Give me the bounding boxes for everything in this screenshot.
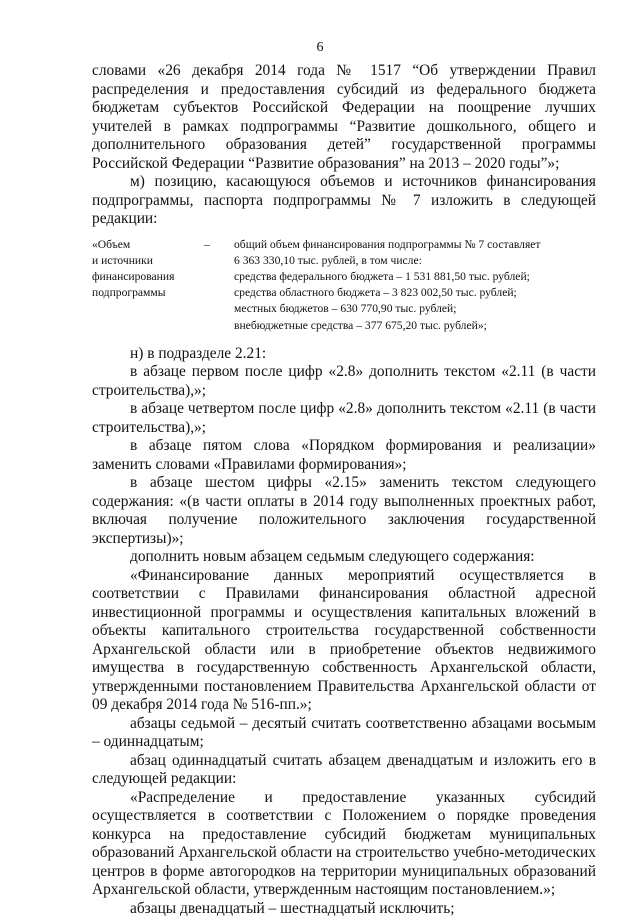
paragraph: абзацы двенадцатый – шестнадцатый исключить;	[130, 899, 455, 917]
value-line: 6 363 330,10 тыс. рублей, в том числе:	[234, 253, 422, 267]
paragraph: н) в подразделе 2.21:	[130, 344, 267, 362]
value-line: средства областного бюджета – 3 823 002,50 тыс. рублей;	[234, 286, 517, 300]
paragraph: «Распределение и предоставление указанных субсидий осуществляется в соответствии с Положением о порядке проведения конкурса на предоставление субсидий бюджетам муниципальных образований Архангельской области на строительство учебно-методических центров в форме автогородков на территории муниципальных образований Архангельской области, утвержденным настоящим постановлением.»;	[92, 788, 596, 899]
paragraph: в абзаце первом после цифр «2.8» дополнить текстом «2.11 (в части строительства),»;	[92, 363, 596, 399]
funding-table-dash: –	[204, 237, 210, 251]
funding-table-label	[92, 237, 204, 334]
page-number: 6	[316, 40, 324, 55]
label-line: и источники	[92, 253, 153, 267]
document-body	[92, 62, 596, 918]
value-line: внебюджетные средства – 377 675,20 тыс. рублей»;	[234, 318, 487, 332]
label-line: финансирования	[92, 269, 175, 283]
paragraph: в абзаце четвертом после цифр «2.8» дополнить текстом «2.11 (в части строительства),»;	[92, 400, 596, 436]
paragraph: абзац одиннадцатый считать абзацем двенадцатым и изложить его в следующей редакции:	[92, 751, 596, 788]
funding-table	[92, 237, 596, 334]
paragraph: словами «26 декабря 2014 года № 1517 “Об утверждении Правил распределения и предоставления субсидий из федерального бюджета бюджетам субъектов Российской Федерации на поощрение лучших учителей в рамках подпрограммы “Развитие дошкольного, общего и дополнительного образования детей” государственной программы Российской Федерации “Развитие образования” на 2013 – 2020 годы”»;	[92, 62, 596, 172]
paragraph: дополнить новым абзацем седьмым следующего содержания:	[130, 548, 535, 566]
value-line: общий объем финансирования подпрограммы № 7 составляет	[234, 237, 541, 251]
paragraph: «Финансирование данных мероприятий осуществляется в соответствии с Правилами финансирования областной адресной инвестиционной программы и осуществления капитальных вложений в объекты капитального строительства государственной собственности Архангельской области или в приобретение объектов недвижимого имущества в государственную собственность Архангельской области, утвержденными постановлением Правительства Архангельской области от 09 декабря 2014 года № 516-пп.»;	[92, 566, 596, 714]
paragraph: абзацы седьмой – десятый считать соответственно абзацами восьмым – одиннадцатым;	[92, 714, 596, 751]
paragraph: в абзаце пятом слова «Порядком формирования и реализации» заменить словами «Правилами формирования»;	[92, 437, 596, 473]
paragraph: м) позицию, касающуюся объемов и источников финансирования подпрограммы, паспорта подпрограммы № 7 изложить в следующей редакции:	[92, 173, 596, 227]
value-line: средства федерального бюджета – 1 531 881,50 тыс. рублей;	[234, 269, 530, 283]
paragraph: в абзаце шестом цифры «2.15» заменить текстом следующего содержания: «(в части оплаты в 2014 году выполненных проектных работ, включая получение положительного заключения государственной экспертизы)»;	[92, 474, 596, 547]
value-line: местных бюджетов – 630 770,90 тыс. рублей;	[234, 302, 457, 316]
label-line: подпрограммы	[92, 286, 166, 300]
funding-table-values	[234, 237, 596, 334]
label-line: «Объем	[92, 237, 131, 251]
